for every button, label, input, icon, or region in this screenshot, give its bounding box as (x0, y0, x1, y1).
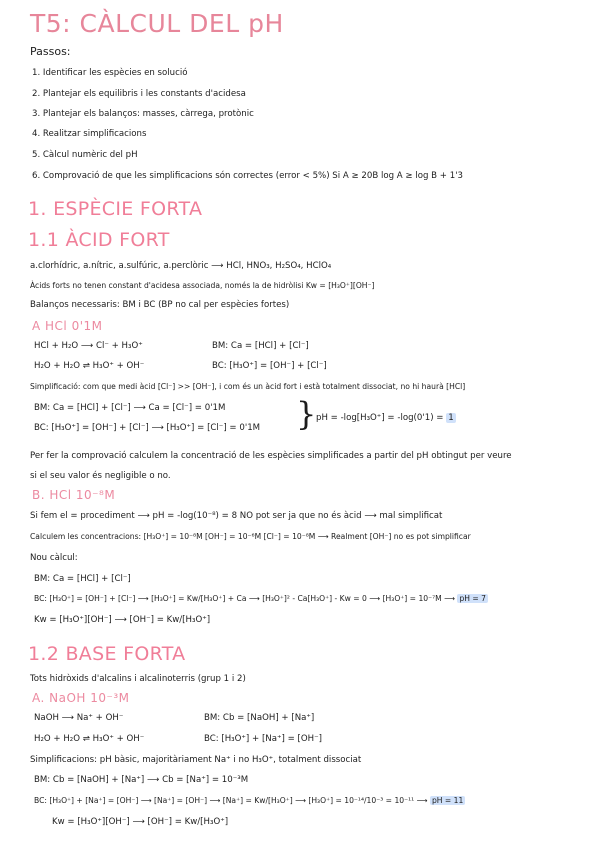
steps-heading: Passos: (30, 45, 71, 58)
charge-balance: BC: [H₃O⁺] = [OH⁻] + [Cl⁻] (212, 361, 327, 371)
equation: H₂O + H₂O ⇌ H₃O⁺ + OH⁻ (34, 361, 145, 371)
check-text: Per fer la comprovació calculem la concentració de les espècies simplificades a partir del pH obtingut per veure (30, 451, 512, 461)
ph-result (316, 414, 456, 424)
case-heading: B. HCl 10⁻⁸M (32, 488, 116, 502)
ph-highlight: 1 (448, 413, 454, 423)
ph-highlight: pH = 11 (431, 796, 464, 805)
acid-line: Àcids forts no tenen constant d'acidesa associada, només la de hidròlisi Kw = [H₃O⁺][OH⁻] (30, 281, 375, 290)
mass-balance: BM: Cb = [NaOH] + [Na⁺] ⟶ Cb = [Na⁺] = 10⁻³M (34, 775, 249, 785)
subsection-heading: 1.1 ÀCID FORT (28, 229, 170, 251)
bc-expression: BC: [H₃O⁺] = [OH⁻] + [Cl⁻] ⟶ [H₃O⁺] = Kw/[H₃O⁺] + Ca ⟶ [H₃O⁺]² - Ca[H₃O⁺] - Kw = 0 ⟶ [H₃O⁺] = 10⁻⁷M ⟶ (34, 594, 458, 603)
equation: HCl + H₂O ⟶ Cl⁻ + H₃O⁺ (34, 341, 143, 351)
charge-balance (34, 797, 465, 806)
section-heading: 1. ESPÈCIE FORTA (28, 198, 203, 220)
text-line: Nou càlcul: (30, 553, 78, 563)
case-heading: A HCl 0'1M (32, 319, 103, 333)
acid-line: a.clorhídric, a.nítric, a.sulfúric, a.perclòric ⟶ HCl, HNO₃, H₂SO₄, HClO₄ (30, 261, 332, 271)
simplification: Simplificació: com que medi àcid [Cl⁻] >> [OH⁻], i com és un àcid fort i està totalment dissociat, no hi haurà [HCl] (30, 382, 466, 391)
charge-balance: BC: [H₃O⁺] = [OH⁻] + [Cl⁻] ⟶ [H₃O⁺] = [Cl⁻] = 0'1M (34, 423, 261, 433)
charge-balance: BC: [H₃O⁺] + [Na⁺] = [OH⁻] (204, 734, 323, 744)
ph-expression: pH = -log[H₃O⁺] = -log(0'1) = (316, 413, 447, 423)
step-item: 3. Plantejar els balanços: masses, càrrega, protònic (32, 109, 254, 119)
mass-balance: BM: Ca = [HCl] + [Cl⁻] (34, 574, 131, 584)
case-heading: A. NaOH 10⁻³M (32, 691, 130, 705)
text-line: Calculem les concentracions: [H₃O⁺] = 10⁻⁸M [OH⁻] = 10⁻⁶M [Cl⁻] = 10⁻⁸M ⟶ Realment [OH⁻] no es pot simplificar (30, 532, 471, 541)
simplification: Simplificacions: pH bàsic, majoritàriament Na⁺ i no H₃O⁺, totalment dissociat (30, 755, 362, 765)
equation: H₂O + H₂O ⇌ H₃O⁺ + OH⁻ (34, 734, 145, 744)
brace: } (296, 395, 317, 433)
equation: NaOH ⟶ Na⁺ + OH⁻ (34, 713, 124, 723)
acid-line: Balanços necessaris: BM i BC (BP no cal per espècies fortes) (30, 300, 290, 310)
bc-expression: BC: [H₃O⁺] + [Na⁺] = [OH⁻] ⟶ [Na⁺] = [OH⁻] ⟶ [Na⁺] = Kw/[H₃O⁺] ⟶ [H₃O⁺] = 10⁻¹⁴/10⁻³ = 10⁻¹¹ ⟶ (34, 796, 430, 805)
step-item: 6. Comprovació de que les simplificacions són correctes (error < 5%) Si A ≥ 20B log A ≥ log B + 1'3 (32, 171, 464, 181)
step-item: 4. Realitzar simplificacions (32, 129, 147, 139)
check-text: si el seu valor és negligible o no. (30, 471, 171, 481)
mass-balance: BM: Ca = [HCl] + [Cl⁻] (212, 341, 309, 351)
charge-balance (34, 595, 488, 604)
mass-balance: BM: Cb = [NaOH] + [Na⁺] (204, 713, 315, 723)
text-line: Tots hidròxids d'alcalins i alcalinoterris (grup 1 i 2) (30, 674, 246, 684)
step-item: 1. Identificar les espècies en solució (32, 68, 188, 78)
text-line: Si fem el = procediment ⟶ pH = -log(10⁻⁸) = 8 NO pot ser ja que no és àcid ⟶ mal simplificat (30, 511, 443, 521)
kw-relation: Kw = [H₃O⁺][OH⁻] ⟶ [OH⁻] = Kw/[H₃O⁺] (52, 817, 229, 827)
subsection-heading: 1.2 BASE FORTA (28, 643, 186, 665)
step-item: 5. Càlcul numèric del pH (32, 150, 138, 160)
page-title: T5: CÀLCUL DEL pH (30, 9, 284, 38)
kw-relation: Kw = [H₃O⁺][OH⁻] ⟶ [OH⁻] = Kw/[H₃O⁺] (34, 615, 211, 625)
step-item: 2. Plantejar els equilibris i les constants d'acidesa (32, 89, 246, 99)
mass-balance: BM: Ca = [HCl] + [Cl⁻] ⟶ Ca = [Cl⁻] = 0'1M (34, 403, 226, 413)
ph-highlight: pH = 7 (459, 594, 486, 603)
